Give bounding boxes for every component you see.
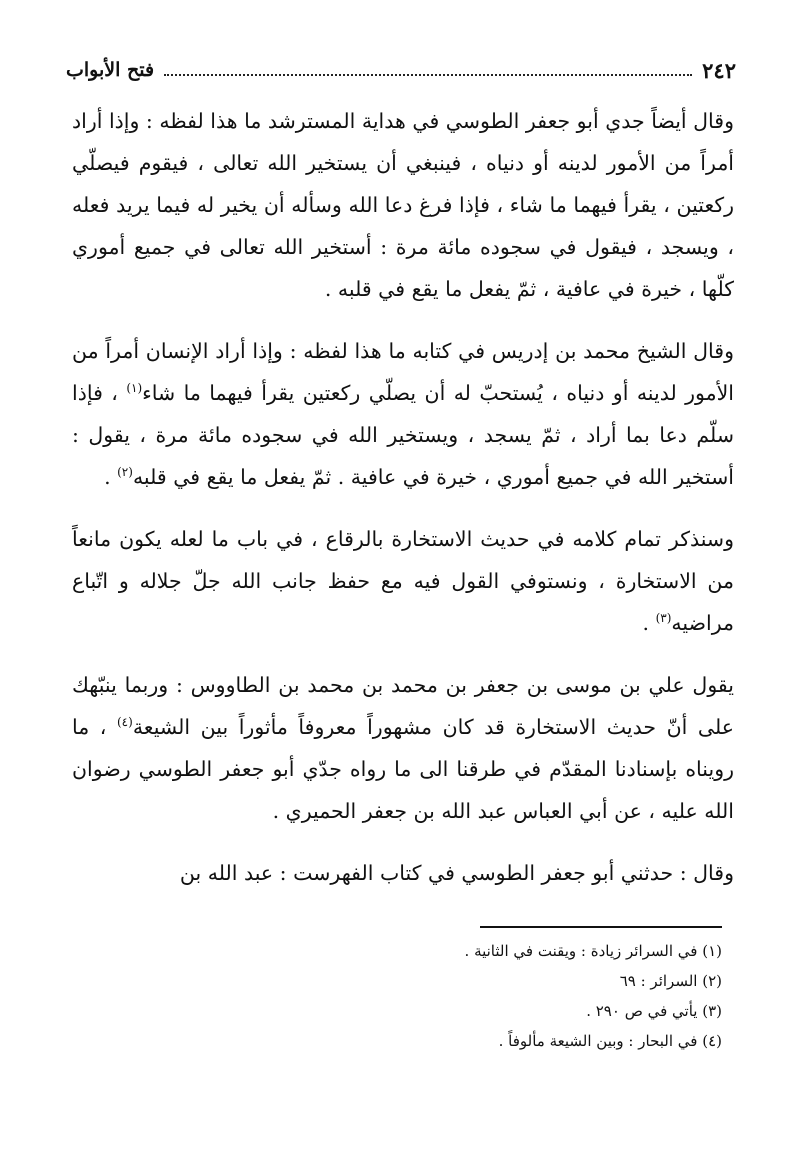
- paragraph: [72, 100, 734, 310]
- footnote-2: (٢) السرائر : ٦٩: [619, 972, 722, 990]
- page-number: ٢٤٢: [702, 57, 736, 83]
- paragraph: [72, 852, 734, 894]
- footnote-separator: [480, 926, 722, 928]
- footnote-1: (١) في السرائر زيادة : ويقنت في الثانية .: [464, 942, 722, 960]
- paragraph: [72, 518, 734, 644]
- paragraph-text: ، فإذا سلّم دعا بما أراد ، ثمّ يسجد ، ويستخير الله في سجوده مائة مرة ، يقول : أستخير الله في جميع أموري ، خيرة في عافية . ثمّ يفعل ما يقع في قلبه: [72, 381, 734, 489]
- paragraph-text: وقال الشيخ محمد بن إدريس في كتابه ما هذا لفظه : وإذا أراد الإنسان أمراً من الأمور لدينه أو دنياه ، يُستحبّ له أن يصلّي ركعتين يقرأ فيهما ما شاء: [72, 339, 734, 405]
- paragraph-text: .: [642, 611, 656, 635]
- footnote-ref: (٣): [655, 611, 672, 626]
- footnote-ref: (٢): [117, 465, 133, 480]
- paragraph: [72, 330, 734, 498]
- footnote-ref: (١): [126, 381, 143, 396]
- chapter-title: فتح الأبواب: [66, 59, 155, 81]
- header-dotted-leader: [164, 64, 692, 76]
- paragraph-text: ، ما رويناه بإسنادنا المقدّم في طرقنا الى ما رواه جدّي أبو جعفر الطوسي رضوان الله عليه ، عن أبي العباس عبد الله بن جعفر الحميري .: [72, 715, 734, 823]
- footnote-4: (٤) في البحار : وبين الشيعة مألوفاً .: [498, 1032, 722, 1050]
- page-header: [66, 54, 736, 86]
- footnote-3: (٣) يأتي في ص ٢٩٠ .: [586, 1002, 722, 1020]
- paragraph-text: يقول علي بن موسى بن جعفر بن محمد بن محمد بن الطاووس : وربما ينبّهك على أنّ حديث الاستخارة قد كان مشهوراً معروفاً مأثوراً بين الشيعة: [72, 673, 734, 739]
- paragraph-text: .: [104, 465, 118, 489]
- paragraph: [72, 664, 734, 832]
- paragraph-text: وقال أيضاً جدي أبو جعفر الطوسي في هداية المسترشد ما هذا لفظه : وإذا أراد أمراً من الأمور لدينه أو دنياه ، فينبغي أن يستخير الله تعالى ، فيقوم فيصلّي ركعتين ، يقرأ فيهما ما شاء ، فإذا فرغ دعا الله وسأله أن يخير له فيما يريد فعله ، ويسجد ، فيقول في سجوده مائة مرة : أستخير الله تعالى في جميع أموري كلّها ، خيرة في عافية ، ثمّ يفعل ما يقع في قلبه .: [72, 109, 734, 301]
- paragraph-text: وسنذكر تمام كلامه في حديث الاستخارة بالرقاع ، في باب ما لعله يكون مانعاً من الاستخارة ، ونستوفي القول فيه مع حفظ جانب الله جلّ جلاله و اتّباع مراضيه: [72, 527, 734, 635]
- paragraph-text: وقال : حدثني أبو جعفر الطوسي في كتاب الفهرست : عبد الله بن: [179, 861, 734, 885]
- main-text: [72, 100, 734, 894]
- footnotes: [300, 936, 722, 1056]
- footnote-ref: (٤): [116, 715, 133, 730]
